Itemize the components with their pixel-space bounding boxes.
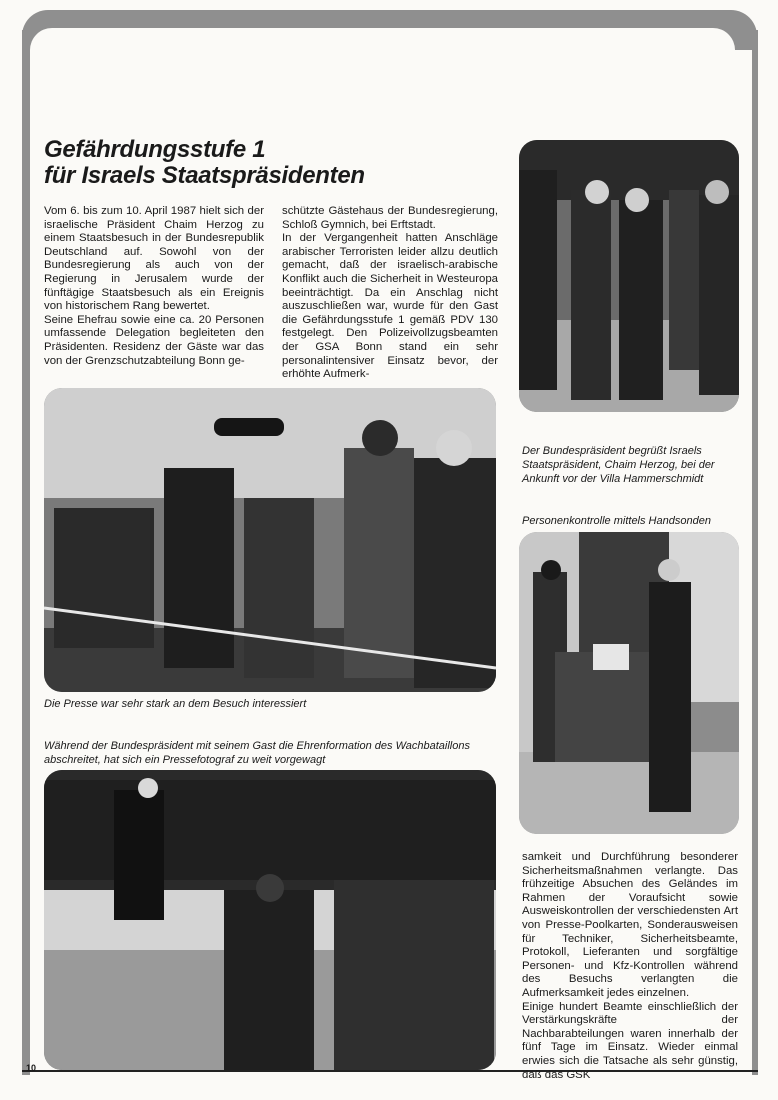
caption-handsonden: Personenkontrolle mittels Handsonden bbox=[522, 515, 711, 527]
paragraph: schützte Gästehaus der Bundesregierung, Schloß Gymnich, bei Erftstadt. bbox=[282, 205, 498, 231]
photo-greeting bbox=[519, 140, 739, 412]
title-line-1: Gefährdungsstufe 1 bbox=[44, 136, 266, 163]
caption-ehrenformation: Während der Bundespräsident mit seinem Gast die Ehrenformation des Wachbataillons abschreitet, hat sich ein Pressefotograf zu weit vorgewagt bbox=[44, 740, 470, 766]
caption-greeting: Der Bundespräsident begrüßt Israels Staatspräsident, Chaim Herzog, bei der Ankunft vor der Villa Hammerschmidt bbox=[522, 445, 715, 485]
article-title bbox=[44, 137, 504, 189]
paragraph: In der Vergangenheit hatten Anschläge arabischer Terroristen leider allzu deutlich gemacht, daß der israelisch-arabische Konflikt auch die Sicherheit in Westeuropa beeinträchtigt. Da ein Anschlag nicht auszuschließen war, wurde für den Gast die Gefährdungsstufe 1 gemäß PDV 130 festgelegt. Den Polizeivollzugsbeamten der GSA Bonn stand ein sehr personalintensiver Einsatz bevor, der erhöhte Aufmerk- bbox=[282, 232, 498, 381]
photo-guard-of-honour bbox=[44, 770, 496, 1070]
text-column-2 bbox=[282, 205, 498, 382]
photo-handsonden bbox=[519, 532, 739, 834]
paragraph: Seine Ehefrau sowie eine ca. 20 Personen umfassende Delegation begleiteten den Präsidenten. Residenz der Gäste war das von der Grenzschutzabteilung Bonn ge- bbox=[44, 313, 264, 367]
caption-press: Die Presse war sehr stark an dem Besuch interessiert bbox=[44, 698, 307, 710]
left-frame-rule bbox=[22, 30, 30, 1075]
right-frame-rule bbox=[752, 30, 758, 1075]
paragraph: samkeit und Durchführung besonderer Sicherheitsmaßnahmen verlangte. Das frühzeitige Absuchen des Geländes im Rahmen der Voraufsicht sowie Ausweiskontrollen der verschiedensten Art von Presse-Poolkarten, Sonderausweisen für Techniker, Sicherheitsbeamte, Protokoll, Lieferanten und sorgfältige Personen- und Kfz-Kontrollen während des Besuchs verlangten die Aufmerksamkeit jedes einzelnen. bbox=[522, 851, 738, 999]
text-column-3 bbox=[522, 851, 738, 1082]
paragraph: Einige hundert Beamte einschließlich der Verstärkungskräfte der Nachbarabteilungen waren innerhalb der fünf Tage im Einsatz. Wieder einmal erwies sich die Tatsache als sehr günstig, daß das GSK bbox=[522, 1000, 738, 1081]
paragraph: Vom 6. bis zum 10. April 1987 hielt sich der israelische Präsident Chaim Herzog zu einem Staatsbesuch in der Bundesrepublik Deutschland auf. Sowohl von der Bundesregierung als auch von der Regierung in Jerusalem wurde der fünftägige Staatsbesuch als ein Ereignis von historischem Rang bewertet. bbox=[44, 205, 264, 313]
photo-press bbox=[44, 388, 496, 692]
page-number: 10 bbox=[26, 1063, 37, 1073]
text-column-1 bbox=[44, 205, 264, 368]
title-line-2: für Israels Staatspräsidenten bbox=[44, 162, 365, 189]
